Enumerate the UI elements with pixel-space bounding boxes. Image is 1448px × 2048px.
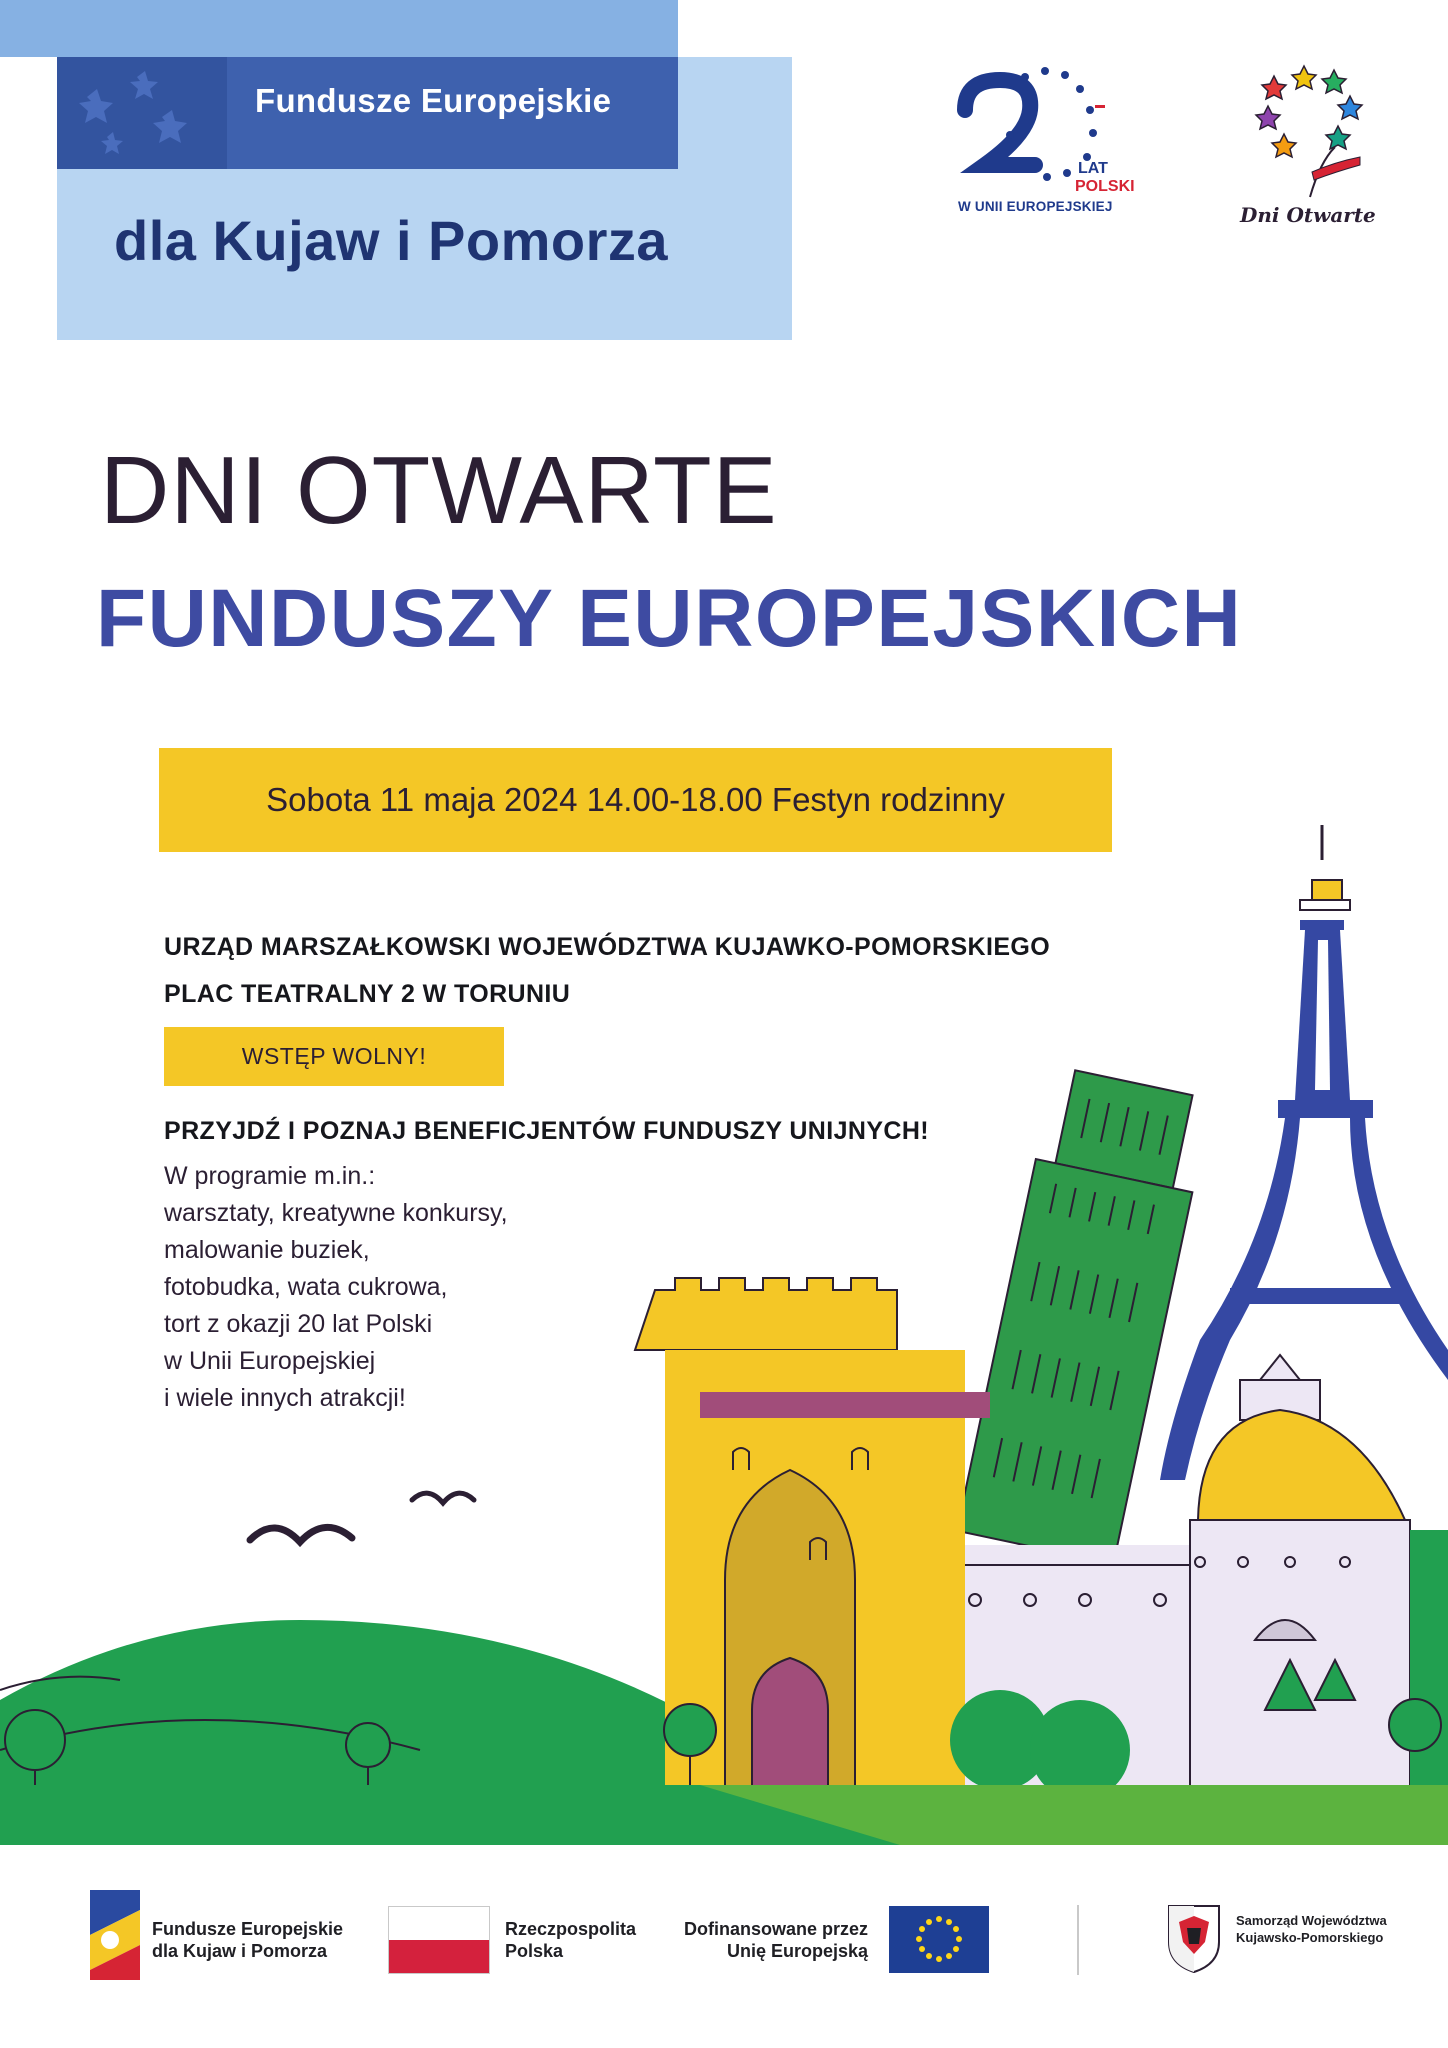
footer-sam-line1: Samorząd Województwa xyxy=(1236,1913,1387,1928)
footer-eu-line2: Unię Europejską xyxy=(726,1941,868,1961)
program-line: w Unii Europejskiej xyxy=(164,1347,376,1375)
footer-fe-line2: dla Kujaw i Pomorza xyxy=(152,1941,328,1961)
entry-text: WSTĘP WOLNY! xyxy=(241,1043,427,1069)
address-line1: URZĄD MARSZAŁKOWSKI WOJEWÓDZTWA KUJAWKO-POMORSKIEGO xyxy=(164,933,1051,961)
brand-subtitle: dla Kujaw i Pomorza xyxy=(114,209,669,272)
open-days-logo-icon xyxy=(1250,62,1370,212)
fe-logo-icon xyxy=(90,1890,140,1980)
anniversary-unii-label: W UNII EUROPEJSKIEJ xyxy=(958,199,1113,214)
date-text: Sobota 11 maja 2024 14.00-18.00 Festyn rodzinny xyxy=(266,781,1005,818)
page-title-line2: FUNDUSZY EUROPEJSKICH xyxy=(96,573,1243,664)
call-to-action: PRZYJDŹ I POZNAJ BENEFICJENTÓW FUNDUSZY UNIJNYCH! xyxy=(164,1117,930,1145)
program-line: fotobudka, wata cukrowa, xyxy=(164,1273,448,1301)
entry-badge xyxy=(164,1027,504,1086)
eu-flag-icon xyxy=(889,1906,989,1973)
brand-stars-icon xyxy=(57,57,227,169)
date-banner xyxy=(159,748,1112,852)
footer-eu-line1: Dofinansowane przez xyxy=(683,1919,868,1939)
anniversary-lat-label: LAT xyxy=(1078,160,1108,177)
program-line: malowanie buziek, xyxy=(164,1236,370,1264)
leaning-tower-icon xyxy=(957,1066,1212,1564)
anniversary-polski-label: POLSKI xyxy=(1075,178,1135,195)
program-line: i wiele innych atrakcji! xyxy=(164,1384,406,1412)
footer-rp-line2: Polska xyxy=(505,1941,564,1961)
program-line: W programie m.in.: xyxy=(164,1162,376,1190)
page-title-line1: DNI OTWARTE xyxy=(100,437,778,544)
footer-fe-line1: Fundusze Europejskie xyxy=(152,1919,344,1939)
address-line2: PLAC TEATRALNY 2 W TORUNIU xyxy=(164,980,571,1008)
footer-sam-line2: Kujawsko-Pomorskiego xyxy=(1236,1930,1384,1945)
dome-building-icon xyxy=(1190,1355,1410,1790)
open-days-logo-text: Dni Otwarte xyxy=(1240,203,1376,227)
footer-divider xyxy=(1077,1905,1079,1975)
brand-title: Fundusze Europejskie xyxy=(255,82,612,119)
program-line: warsztaty, kreatywne konkursy, xyxy=(164,1199,508,1227)
brand-panel-mid xyxy=(0,0,678,57)
region-crest-icon xyxy=(1165,1902,1223,1974)
footer-rp-line1: Rzeczpospolita xyxy=(505,1919,637,1939)
polish-flag-icon xyxy=(388,1906,490,1974)
program-line: tort z okazji 20 lat Polski xyxy=(164,1310,433,1338)
